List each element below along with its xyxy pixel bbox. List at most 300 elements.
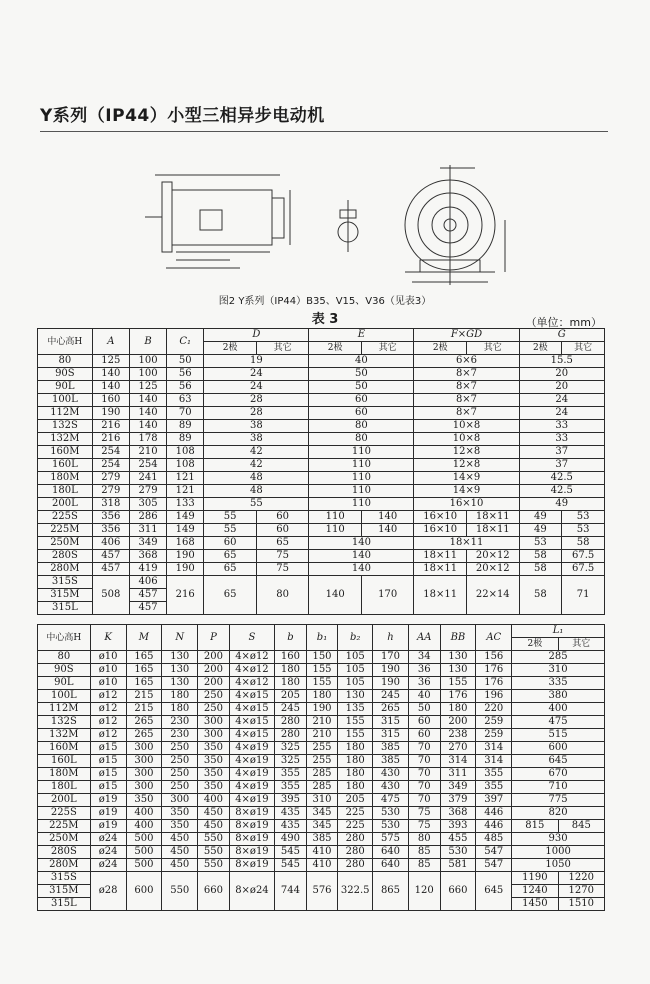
- cell: 110: [309, 498, 414, 511]
- cell: 4×ø19: [229, 742, 274, 755]
- cell: 155: [306, 677, 338, 690]
- motor-dimension-diagram: [130, 160, 520, 290]
- cell: 12×8: [414, 446, 519, 459]
- subheader-2pole: 2极: [204, 342, 257, 355]
- cell: 4×ø12: [229, 651, 274, 664]
- table-row: [38, 498, 605, 511]
- cell: 40: [309, 355, 414, 368]
- cell: 49: [519, 511, 562, 524]
- header-AC: AC: [476, 625, 512, 651]
- cell: 710: [512, 781, 605, 794]
- cell: 450: [198, 807, 230, 820]
- cell: 40: [408, 690, 440, 703]
- cell: 165: [126, 677, 162, 690]
- cell: 180L: [38, 485, 93, 498]
- header-S: S: [229, 625, 274, 651]
- header-C1: C₁: [167, 329, 204, 355]
- cell: 50: [309, 368, 414, 381]
- cell: 446: [476, 807, 512, 820]
- cell: 1190: [512, 872, 558, 885]
- cell: 155: [440, 677, 476, 690]
- cell: 6×6: [414, 355, 519, 368]
- cell: 200L: [38, 794, 91, 807]
- table-row: [38, 729, 605, 742]
- table-row: [38, 846, 605, 859]
- cell: 400: [512, 703, 605, 716]
- cell: 105: [338, 677, 373, 690]
- cell: 285: [306, 781, 338, 794]
- cell: 280: [275, 716, 307, 729]
- table-row: [38, 355, 605, 368]
- cell: 270: [440, 742, 476, 755]
- cell: 500: [126, 833, 162, 846]
- cell: 18×11: [414, 563, 467, 576]
- cell: 156: [476, 651, 512, 664]
- cell: 238: [440, 729, 476, 742]
- header-L1: L₁: [512, 625, 605, 638]
- cell: ø10: [90, 677, 126, 690]
- cell: 545: [275, 859, 307, 872]
- table-row: [38, 485, 605, 498]
- cell: 1000: [512, 846, 605, 859]
- cell: ø10: [90, 664, 126, 677]
- cell: 865: [373, 872, 409, 911]
- cell: 300: [198, 729, 230, 742]
- cell: 385: [373, 742, 409, 755]
- cell: 400: [126, 807, 162, 820]
- cell: 645: [476, 872, 512, 911]
- cell: 132S: [38, 420, 93, 433]
- table-row: [38, 368, 605, 381]
- cell: 845: [558, 820, 604, 833]
- cell: 180: [338, 781, 373, 794]
- cell: ø19: [90, 820, 126, 833]
- cell: 105: [338, 651, 373, 664]
- cell: 335: [512, 677, 605, 690]
- table-row: [38, 381, 605, 394]
- cell: 241: [129, 472, 166, 485]
- cell: 176: [476, 664, 512, 677]
- cell: 90S: [38, 368, 93, 381]
- cell: 48: [204, 485, 309, 498]
- cell: 315L: [38, 602, 93, 615]
- cell: 435: [275, 807, 307, 820]
- cell: 419: [129, 563, 166, 576]
- cell: 65: [204, 576, 257, 615]
- cell: 285: [512, 651, 605, 664]
- cell: 28: [204, 394, 309, 407]
- header-AA: AA: [408, 625, 440, 651]
- cell: 250: [162, 781, 198, 794]
- dimension-table-1: [37, 328, 605, 615]
- cell: 140: [309, 550, 414, 563]
- cell: 385: [373, 755, 409, 768]
- cell: ø12: [90, 729, 126, 742]
- cell: 356: [92, 524, 129, 537]
- cell: 4×ø15: [229, 690, 274, 703]
- subheader-2pole: 2极: [309, 342, 362, 355]
- cell: 450: [198, 820, 230, 833]
- cell: ø12: [90, 703, 126, 716]
- cell: 349: [440, 781, 476, 794]
- cell: ø12: [90, 690, 126, 703]
- subheader-2pole: 2极: [519, 342, 562, 355]
- table-row: [38, 394, 605, 407]
- cell: ø19: [90, 807, 126, 820]
- cell: 20: [519, 381, 604, 394]
- cell: 1450: [512, 898, 558, 911]
- cell: 350: [162, 807, 198, 820]
- subheader-2pole: 2极: [414, 342, 467, 355]
- cell: 300: [126, 768, 162, 781]
- cell: 350: [162, 820, 198, 833]
- cell: 315M: [38, 589, 93, 602]
- cell: 311: [440, 768, 476, 781]
- cell: 410: [306, 846, 338, 859]
- cell: 55: [204, 511, 257, 524]
- cell: ø15: [90, 781, 126, 794]
- cell: 600: [126, 872, 162, 911]
- cell: 400: [198, 794, 230, 807]
- cell: 210: [306, 716, 338, 729]
- cell: 100: [129, 368, 166, 381]
- cell: 75: [256, 550, 309, 563]
- cell: 4×ø19: [229, 755, 274, 768]
- cell: 110: [309, 446, 414, 459]
- table-2-simple-rows: [38, 651, 605, 820]
- cell: 55: [204, 524, 257, 537]
- cell: 90L: [38, 381, 93, 394]
- cell: 300: [126, 742, 162, 755]
- cell: 37: [519, 459, 604, 472]
- cell: 350: [198, 768, 230, 781]
- cell: 110: [309, 511, 362, 524]
- unit-label: （单位：mm）: [525, 316, 602, 329]
- cell: 744: [275, 872, 307, 911]
- cell: 210: [306, 729, 338, 742]
- cell: 63: [167, 394, 204, 407]
- table-row: [38, 716, 605, 729]
- cell: 8×7: [414, 381, 519, 394]
- cell: ø24: [90, 859, 126, 872]
- cell: 315M: [38, 885, 91, 898]
- cell: 180M: [38, 768, 91, 781]
- cell: 110: [309, 472, 414, 485]
- cell: 180L: [38, 781, 91, 794]
- cell: 121: [167, 472, 204, 485]
- cell: 20: [519, 368, 604, 381]
- cell: 190: [306, 703, 338, 716]
- cell: 170: [373, 651, 409, 664]
- subheader-other: 其它: [256, 342, 309, 355]
- table-row: [38, 420, 605, 433]
- cell: 108: [167, 446, 204, 459]
- cell: 350: [198, 781, 230, 794]
- cell: 349: [129, 537, 166, 550]
- cell: 355: [476, 781, 512, 794]
- cell: 16×10: [414, 511, 467, 524]
- cell: 310: [306, 794, 338, 807]
- cell: 225: [338, 820, 373, 833]
- cell: 280: [275, 729, 307, 742]
- cell: 140: [309, 537, 414, 550]
- cell: 215: [126, 703, 162, 716]
- cell: 149: [167, 511, 204, 524]
- cell: 435: [275, 820, 307, 833]
- cell: 140: [309, 576, 362, 615]
- cell: 65: [204, 563, 257, 576]
- cell: 355: [275, 781, 307, 794]
- cell: 70: [408, 768, 440, 781]
- cell: 205: [338, 794, 373, 807]
- cell: 130: [162, 651, 198, 664]
- cell: 380: [512, 690, 605, 703]
- cell: 60: [309, 394, 414, 407]
- table-row: [38, 563, 605, 576]
- cell: 406: [92, 537, 129, 550]
- cell: 75: [408, 820, 440, 833]
- cell: 350: [126, 794, 162, 807]
- header-BB: BB: [440, 625, 476, 651]
- cell: 225S: [38, 807, 91, 820]
- cell: 90L: [38, 677, 91, 690]
- cell: ø24: [90, 846, 126, 859]
- cell: 640: [373, 859, 409, 872]
- cell: 311: [129, 524, 166, 537]
- cell: 121: [167, 485, 204, 498]
- cell: 33: [519, 433, 604, 446]
- cell: 190: [373, 677, 409, 690]
- cell: 140: [361, 511, 414, 524]
- cell: 20×12: [466, 550, 519, 563]
- cell: 545: [275, 846, 307, 859]
- cell: 485: [476, 833, 512, 846]
- cell: 49: [519, 524, 562, 537]
- cell: 500: [126, 859, 162, 872]
- cell: 58: [519, 550, 562, 563]
- cell: 457: [129, 602, 166, 615]
- cell: 1050: [512, 859, 605, 872]
- cell: 180: [306, 690, 338, 703]
- cell: 350: [198, 742, 230, 755]
- cell: 250M: [38, 537, 93, 550]
- table-title: 表 3: [311, 312, 339, 327]
- cell: 225: [338, 807, 373, 820]
- cell: 65: [256, 537, 309, 550]
- cell: 180: [162, 703, 198, 716]
- header-P: P: [198, 625, 230, 651]
- cell: 55: [204, 498, 309, 511]
- header-H: 中心高H: [38, 329, 93, 355]
- cell: 14×9: [414, 472, 519, 485]
- cell: 132M: [38, 433, 93, 446]
- cell: 820: [512, 807, 605, 820]
- cell: 515: [512, 729, 605, 742]
- table-row: [38, 807, 605, 820]
- header-b1: b₁: [306, 625, 338, 651]
- cell: ø19: [90, 794, 126, 807]
- cell: 165: [126, 651, 162, 664]
- cell: 89: [167, 433, 204, 446]
- cell: 280M: [38, 563, 93, 576]
- table-row: [38, 511, 605, 524]
- cell: 457: [92, 563, 129, 576]
- cell: 180M: [38, 472, 93, 485]
- cell: 48: [204, 472, 309, 485]
- cell: 547: [476, 846, 512, 859]
- cell: 168: [167, 537, 204, 550]
- cell: 42: [204, 446, 309, 459]
- cell: 170: [361, 576, 414, 615]
- cell: 475: [512, 716, 605, 729]
- cell: 450: [162, 846, 198, 859]
- cell: 70: [408, 742, 440, 755]
- cell: 108: [167, 459, 204, 472]
- table-1-simple-rows: [38, 355, 605, 511]
- cell: 300: [126, 755, 162, 768]
- cell: 38: [204, 433, 309, 446]
- cell: 140: [92, 368, 129, 381]
- cell: 640: [373, 846, 409, 859]
- cell: 250: [162, 742, 198, 755]
- cell: 80: [309, 433, 414, 446]
- cell: 385: [306, 833, 338, 846]
- header-E: E: [309, 329, 414, 342]
- cell: 325: [275, 755, 307, 768]
- cell: 280: [338, 846, 373, 859]
- cell: 12×8: [414, 459, 519, 472]
- cell: 265: [126, 716, 162, 729]
- cell: 255: [306, 742, 338, 755]
- table-row: [38, 472, 605, 485]
- cell: 245: [275, 703, 307, 716]
- cell: 120: [408, 872, 440, 911]
- cell: 100L: [38, 394, 93, 407]
- cell: 508: [92, 576, 129, 615]
- cell: 455: [440, 833, 476, 846]
- cell: 250: [162, 755, 198, 768]
- cell: 19: [204, 355, 309, 368]
- cell: 180: [338, 755, 373, 768]
- cell: 8×7: [414, 407, 519, 420]
- cell: 500: [126, 846, 162, 859]
- cell: 50: [309, 381, 414, 394]
- cell: 315: [373, 716, 409, 729]
- cell: 149: [167, 524, 204, 537]
- cell: 305: [129, 498, 166, 511]
- cell: 15.5: [519, 355, 604, 368]
- cell: 259: [476, 716, 512, 729]
- cell: 190: [92, 407, 129, 420]
- cell: 22×14: [466, 576, 519, 615]
- cell: 176: [440, 690, 476, 703]
- cell: 190: [167, 563, 204, 576]
- table-row: [38, 820, 605, 833]
- cell: 930: [512, 833, 605, 846]
- cell: 80: [38, 651, 91, 664]
- cell: 28: [204, 407, 309, 420]
- subheader-2pole: 2极: [512, 638, 558, 651]
- cell: 1240: [512, 885, 558, 898]
- table-row: [38, 794, 605, 807]
- cell: 50: [408, 703, 440, 716]
- cell: 279: [129, 485, 166, 498]
- cell: 196: [476, 690, 512, 703]
- cell: 446: [476, 820, 512, 833]
- cell: 37: [519, 446, 604, 459]
- cell: 355: [476, 768, 512, 781]
- cell: 49: [519, 498, 604, 511]
- subheader-other: 其它: [558, 638, 604, 651]
- cell: 576: [306, 872, 338, 911]
- cell: 58: [519, 576, 562, 615]
- table-row: [38, 768, 605, 781]
- cell: 220: [476, 703, 512, 716]
- cell: 60: [256, 524, 309, 537]
- cell: 155: [306, 664, 338, 677]
- cell: 245: [373, 690, 409, 703]
- cell: 53: [519, 537, 562, 550]
- cell: 250: [198, 690, 230, 703]
- table-row: [38, 833, 605, 846]
- cell: ø15: [90, 768, 126, 781]
- table-row: [38, 459, 605, 472]
- cell: 70: [408, 781, 440, 794]
- cell: 1510: [558, 898, 604, 911]
- dimension-table-2: [37, 624, 605, 911]
- cell: 280S: [38, 550, 93, 563]
- cell: 58: [519, 563, 562, 576]
- cell: 410: [306, 859, 338, 872]
- cell: 225M: [38, 524, 93, 537]
- cell: 450: [162, 859, 198, 872]
- cell: 130: [440, 651, 476, 664]
- page-title: Y系列（IP44）小型三相异步电动机: [40, 106, 325, 126]
- cell: 265: [373, 703, 409, 716]
- cell: 155: [338, 716, 373, 729]
- cell: 132S: [38, 716, 91, 729]
- cell: 285: [306, 768, 338, 781]
- cell: 200: [198, 664, 230, 677]
- header-G: G: [519, 329, 604, 342]
- cell: 8×ø19: [229, 833, 274, 846]
- subheader-other: 其它: [562, 342, 605, 355]
- cell: 457: [92, 550, 129, 563]
- cell: 90S: [38, 664, 91, 677]
- cell: 315L: [38, 898, 91, 911]
- cell: 250: [162, 768, 198, 781]
- cell: 24: [204, 368, 309, 381]
- header-b2: b₂: [338, 625, 373, 651]
- cell: 60: [309, 407, 414, 420]
- title-rule: [40, 131, 608, 132]
- header-b: b: [275, 625, 307, 651]
- cell: 600: [512, 742, 605, 755]
- header-A: A: [92, 329, 129, 355]
- cell: 216: [92, 433, 129, 446]
- cell: 160M: [38, 742, 91, 755]
- table-row: [38, 433, 605, 446]
- cell: 60: [204, 537, 257, 550]
- cell: 265: [126, 729, 162, 742]
- cell: 530: [373, 807, 409, 820]
- cell: ø15: [90, 755, 126, 768]
- cell: 430: [373, 768, 409, 781]
- cell: 400: [126, 820, 162, 833]
- cell: 300: [198, 716, 230, 729]
- cell: 775: [512, 794, 605, 807]
- figure-caption: 图2 Y系列（IP44）B35、V15、V36（见表3）: [218, 296, 432, 307]
